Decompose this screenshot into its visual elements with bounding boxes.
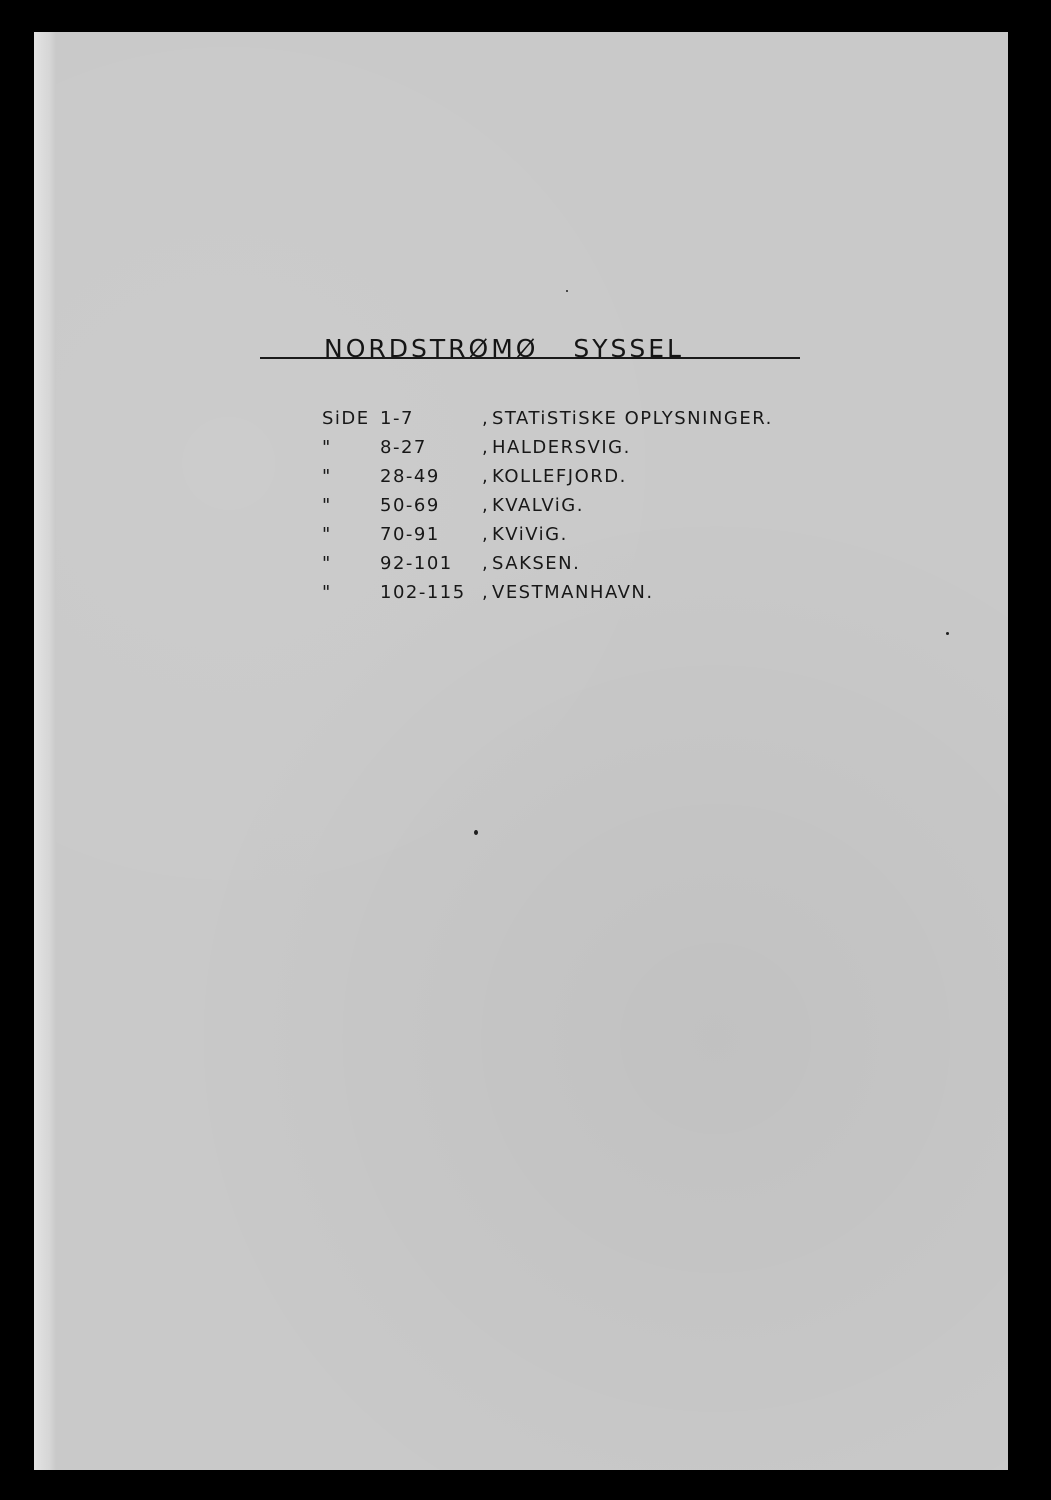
index-row (322, 404, 773, 433)
index-row (322, 520, 773, 549)
index-separator: , (482, 553, 490, 574)
index-place-name: KVALViG. (492, 495, 584, 516)
index-prefix: " (322, 495, 332, 516)
index-place-name: VESTMANHAVN. (492, 582, 654, 603)
paper-speck (566, 290, 568, 292)
index-prefix: " (322, 437, 332, 458)
paper-speck (946, 632, 949, 635)
binding-edge (34, 32, 56, 1470)
index-pages: 1-7 (380, 408, 414, 429)
index-prefix: " (322, 524, 332, 545)
document-title: NORDSTRØMØ SYSSEL (324, 334, 684, 363)
index-row (322, 549, 773, 578)
index-prefix: " (322, 553, 332, 574)
index-row (322, 433, 773, 462)
index-place-name: KViViG. (492, 524, 568, 545)
page-index-list (322, 404, 773, 607)
index-prefix: SiDE (322, 408, 370, 429)
index-pages: 8-27 (380, 437, 427, 458)
index-separator: , (482, 408, 490, 429)
index-separator: , (482, 524, 490, 545)
index-separator: , (482, 466, 490, 487)
index-separator: , (482, 495, 490, 516)
index-pages: 92-101 (380, 553, 453, 574)
index-pages: 70-91 (380, 524, 440, 545)
index-separator: , (482, 582, 490, 603)
index-separator: , (482, 437, 490, 458)
index-prefix: " (322, 582, 332, 603)
index-place-name: HALDERSVIG. (492, 437, 631, 458)
title-underline (260, 357, 800, 359)
index-place-name: KOLLEFJORD. (492, 466, 627, 487)
index-row (322, 491, 773, 520)
index-pages: 102-115 (380, 582, 466, 603)
index-place-name: SAKSEN. (492, 553, 581, 574)
index-place-name: STATiSTiSKE OPLYSNINGER. (492, 408, 773, 429)
index-row (322, 578, 773, 607)
paper-speck (474, 830, 478, 835)
index-row (322, 462, 773, 491)
document-page (34, 32, 1008, 1470)
index-prefix: " (322, 466, 332, 487)
index-pages: 50-69 (380, 495, 440, 516)
index-pages: 28-49 (380, 466, 440, 487)
